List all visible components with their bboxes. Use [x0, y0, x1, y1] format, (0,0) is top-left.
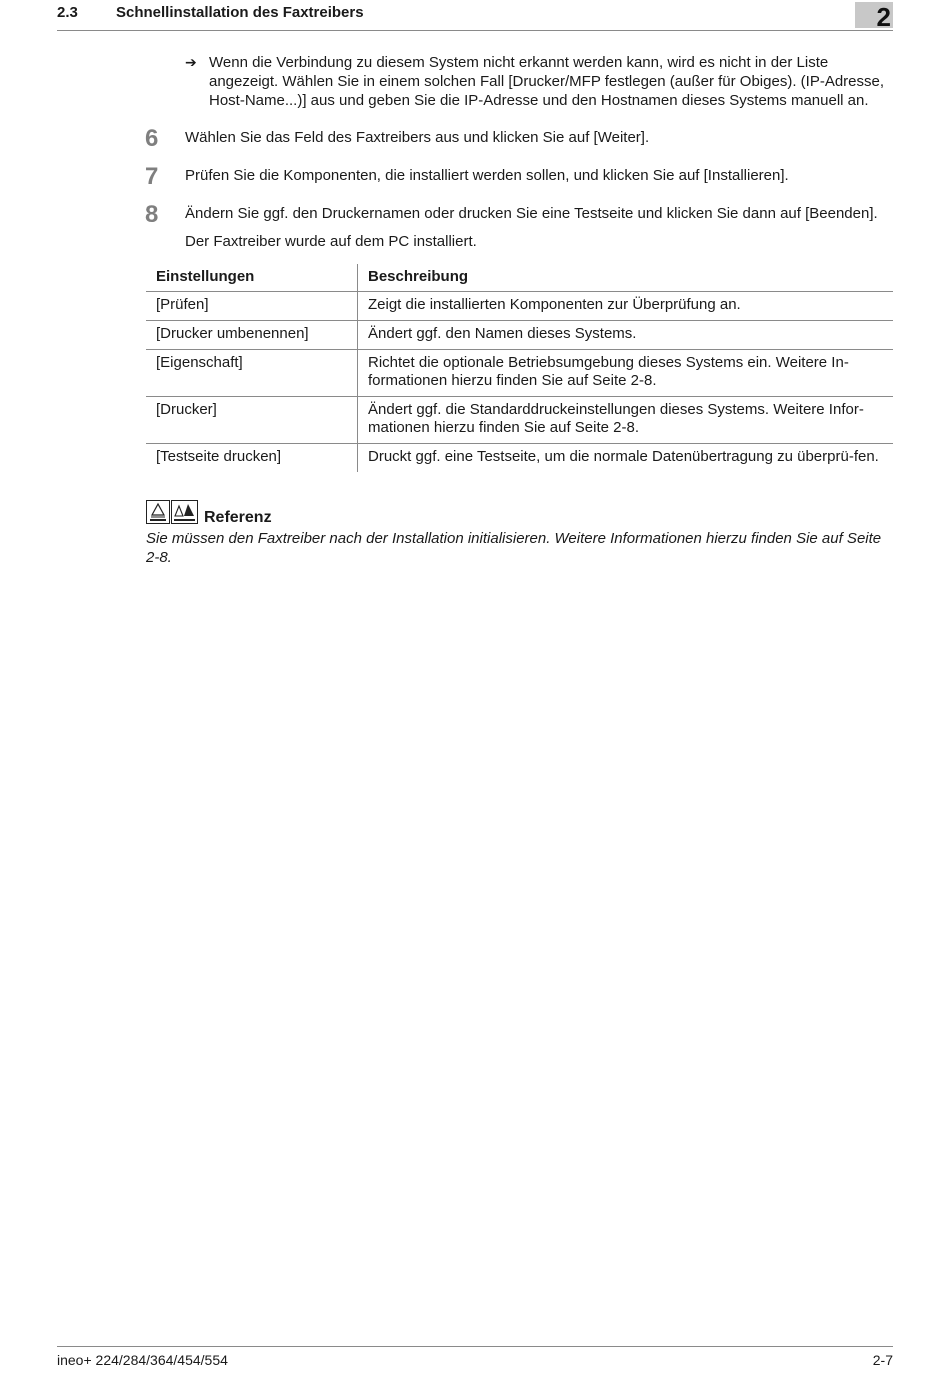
section-title: Schnellinstallation des Faxtreibers — [116, 4, 364, 21]
step-number: 7 — [145, 163, 159, 190]
note-paragraph — [185, 53, 897, 110]
footer-model: ineo+ 224/284/364/454/554 — [57, 1352, 228, 1368]
table-row — [146, 292, 893, 321]
description-cell: Ändert ggf. die Standarddruckeinstellungen dieses Systems. Weitere Infor-mationen hierzu finden Sie auf Seite 2-8. — [358, 397, 894, 444]
reference-icon — [146, 500, 198, 524]
step-text: Prüfen Sie die Komponenten, die installiert werden sollen, und klicken Sie auf [Installieren]. — [185, 167, 789, 184]
footer-page-number: 2-7 — [872, 1352, 893, 1368]
setting-cell: [Prüfen] — [146, 292, 358, 321]
table-row — [146, 350, 893, 397]
note-text: Wenn die Verbindung zu diesem System nicht erkannt werden kann, wird es nicht in der Liste angezeigt. Wählen Sie in einem solchen Fall [Drucker/MFP festlegen (außer für Obiges). (IP-Adresse, Host-Name...)] aus und geben Sie die IP-Adresse und den Hostnamen dieses Systems manuell an. — [209, 54, 885, 109]
page-footer — [57, 1346, 893, 1368]
arrow-right-icon: ➔ — [185, 54, 197, 70]
step-text: Ändern Sie ggf. den Druckernamen oder drucken Sie eine Testseite und klicken Sie dann auf [Beenden]. — [185, 205, 878, 222]
description-cell: Zeigt die installierten Komponenten zur Überprüfung an. — [358, 292, 894, 321]
column-header: Beschreibung — [358, 264, 894, 292]
table-row — [146, 397, 893, 444]
description-cell: Ändert ggf. den Namen dieses Systems. — [358, 321, 894, 350]
page-header — [57, 0, 893, 31]
section-number: 2.3 — [57, 4, 78, 21]
result-text: Der Faxtreiber wurde auf dem PC installiert. — [185, 233, 477, 250]
column-header: Einstellungen — [146, 264, 358, 292]
setting-cell: [Eigenschaft] — [146, 350, 358, 397]
table-row — [146, 444, 893, 473]
step-number: 8 — [145, 201, 159, 228]
step-text: Wählen Sie das Feld des Faxtreibers aus und klicken Sie auf [Weiter]. — [185, 129, 650, 146]
setting-cell: [Testseite drucken] — [146, 444, 358, 473]
setting-cell: [Drucker umbenennen] — [146, 321, 358, 350]
reference-title: Referenz — [204, 509, 272, 526]
table-header-row — [146, 264, 893, 292]
table-row — [146, 321, 893, 350]
chapter-number-badge: 2 — [855, 2, 893, 28]
setting-cell: [Drucker] — [146, 397, 358, 444]
description-cell: Richtet die optionale Betriebsumgebung dieses Systems ein. Weitere In-formationen hierzu finden Sie auf Seite 2-8. — [358, 350, 894, 397]
settings-table — [146, 264, 893, 472]
reference-text: Sie müssen den Faxtreiber nach der Installation initialisieren. Weitere Informationen hierzu finden Sie auf Seite 2-8. — [146, 530, 882, 566]
step-number: 6 — [145, 125, 159, 152]
description-cell: Druckt ggf. eine Testseite, um die normale Datenübertragung zu überprü-fen. — [368, 448, 879, 465]
